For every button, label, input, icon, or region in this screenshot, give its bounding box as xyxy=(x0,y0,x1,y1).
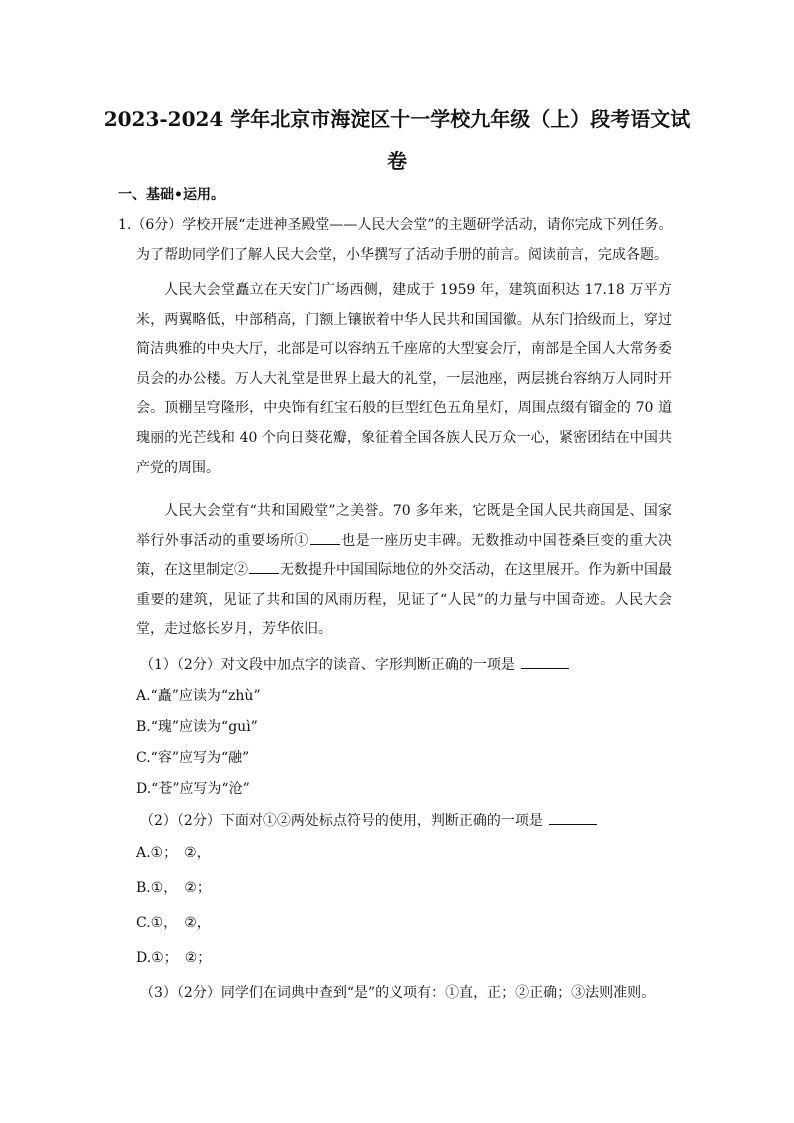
option-d: D.①； ②； xyxy=(136,950,212,966)
question-1-stem: 1.（6分）学校开展“走进神圣殿堂——人民大会堂”的主题研学活动，请你完成下列任务。 xyxy=(118,217,673,233)
option-b: B.①， ②； xyxy=(136,880,211,896)
question-1-1-text: （1）（2分）对文段中加点字的读音、字形判断正确的一项是 xyxy=(140,657,515,673)
title-line-2: 卷 xyxy=(387,149,407,173)
answer-blank xyxy=(521,654,569,669)
passage-paragraph-1: 人民大会堂矗立在天安门广场西侧，建成于 1959 年，建筑面积达 17.18 万平方米，两翼略低，中部稍高，门额上镶嵌着中华人民共和国国徽。从东门拾级而上，穿过简洁典雅的中央大厅，北部是可以容纳五千座席的大型宴会厅，南部是全国人大常务委员会的办公楼。万人大礼堂是世界上最大的礼堂，一层池座，两层挑台容纳万人同时开会。顶棚呈穹隆形，中央饰有红宝石般的巨型红色五角星灯，周围点缀有镏金的 70 道瑰丽的光芒线和 40 个向日葵花瓣，象征着全国各族人民万众一心，紧密团结在中国共产党的周围。 xyxy=(136,282,672,476)
passage-2-part-a: 人民大会堂有“共和国殿堂”之美誉。70 多年来，它既是全国人民共商国是、国家举行外事活动的重要场所① xyxy=(136,503,672,549)
title-line-1: 2023-2024 学年北京市海淀区十一学校九年级（上）段考语文试 xyxy=(103,107,691,131)
passage-2-part-c: 无数提升中国国际地位的外交活动，在这里展开。作为新中国最重要的建筑，见证了共和国的风雨历程，见证了“人民”的力量与中国奇迹。人民大会堂，走过悠长岁月，芳华依旧。 xyxy=(136,562,672,638)
question-1-3: （3）（2分）同学们在词典中查到“是”的义项有：①直，正；②正确；③法则准则。 xyxy=(140,985,656,1001)
question-1-1 xyxy=(140,654,569,675)
option-a: A.“矗”应读为“zhù” xyxy=(136,688,261,704)
page-title xyxy=(60,100,734,180)
passage-2-part-b: 也是一座历史丰碑。无数推动中国苍桑巨变的重大决策，在这里制定② xyxy=(136,532,673,579)
blank-2 xyxy=(249,559,279,574)
option-a: A.①； ②， xyxy=(136,845,211,861)
option-c: C.①， ②， xyxy=(136,915,211,931)
option-c: C.“容”应写为“融” xyxy=(136,750,250,766)
option-d: D.“苍”应写为“沧” xyxy=(136,781,250,797)
question-1-2 xyxy=(140,810,597,831)
question-1-intro: 为了帮助同学们了解人民大会堂，小华撰写了活动手册的前言。阅读前言，完成各题。 xyxy=(136,247,668,263)
question-1-2-text: （2）（2分）下面对①②两处标点符号的使用，判断正确的一项是 xyxy=(140,813,543,829)
section-heading: 一、基础•运用。 xyxy=(118,187,225,203)
option-b: B.“瑰”应读为“guì” xyxy=(136,719,258,735)
blank-1 xyxy=(310,530,340,545)
answer-blank xyxy=(549,810,597,825)
passage-paragraph-2 xyxy=(136,497,672,645)
